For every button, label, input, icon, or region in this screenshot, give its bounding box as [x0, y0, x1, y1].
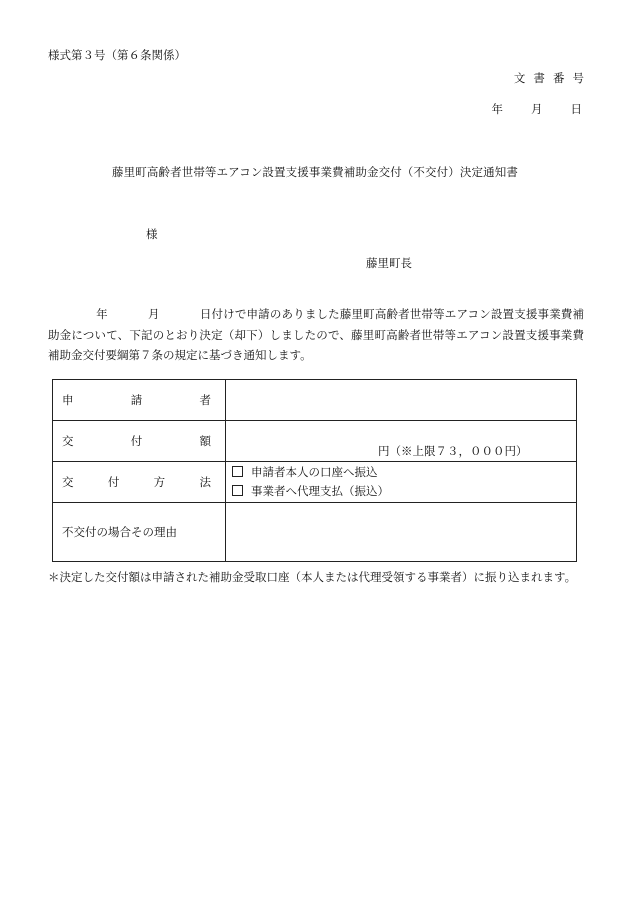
- table-row: [53, 421, 577, 462]
- date-day: 日: [570, 102, 582, 116]
- footnote: ＊決定した交付額は申請された補助金受取口座（本人または代理受領する事業者）に振り込まれます。: [48, 570, 577, 584]
- applicant-label: 申 請 者: [53, 380, 226, 421]
- addressee-suffix: 様: [146, 227, 158, 241]
- table-row: [53, 503, 577, 562]
- amount-value[interactable]: [226, 421, 577, 462]
- decision-table: [52, 379, 577, 562]
- method-option-self[interactable]: 申請者本人の口座へ振込: [226, 463, 576, 482]
- amount-label: 交 付 額: [53, 421, 226, 462]
- body-text: 日付けで申請のありました藤里町高齢者世帯等エアコン設置支援事業費補助金について、下記のとおり決定（却下）しましたので、藤里町高齢者世帯等エアコン設置支援事業費補助金交付要綱第７条の規定に基づき通知します。: [48, 307, 585, 362]
- body-paragraph: [48, 304, 584, 366]
- date-year: 年: [491, 102, 503, 116]
- form-number: 様式第３号（第６条関係）: [48, 48, 186, 62]
- body-month: 月: [147, 307, 160, 321]
- table-row: [53, 380, 577, 421]
- checkbox-icon[interactable]: [232, 466, 243, 477]
- method-option-proxy[interactable]: 事業者へ代理支払（振込）: [226, 482, 576, 501]
- body-year: 年: [96, 307, 108, 321]
- method-label: 交 付 方 法: [53, 462, 226, 503]
- document-number-label: 文書番号: [513, 71, 593, 85]
- method-value: [226, 462, 577, 503]
- sender-name: 藤里町長: [366, 256, 412, 270]
- reason-label: 不交付の場合その理由: [53, 503, 226, 562]
- amount-text: 円（※上限７３，０００円）: [378, 444, 528, 458]
- checkbox-icon[interactable]: [232, 485, 243, 496]
- date-month: 月: [531, 102, 543, 116]
- table-row: [53, 462, 577, 503]
- reason-value[interactable]: [226, 503, 577, 562]
- document-title: 藤里町高齢者世帯等エアコン設置支援事業費補助金交付（不交付）決定通知書: [112, 165, 518, 179]
- applicant-value[interactable]: [226, 380, 577, 421]
- issue-date: [492, 101, 583, 117]
